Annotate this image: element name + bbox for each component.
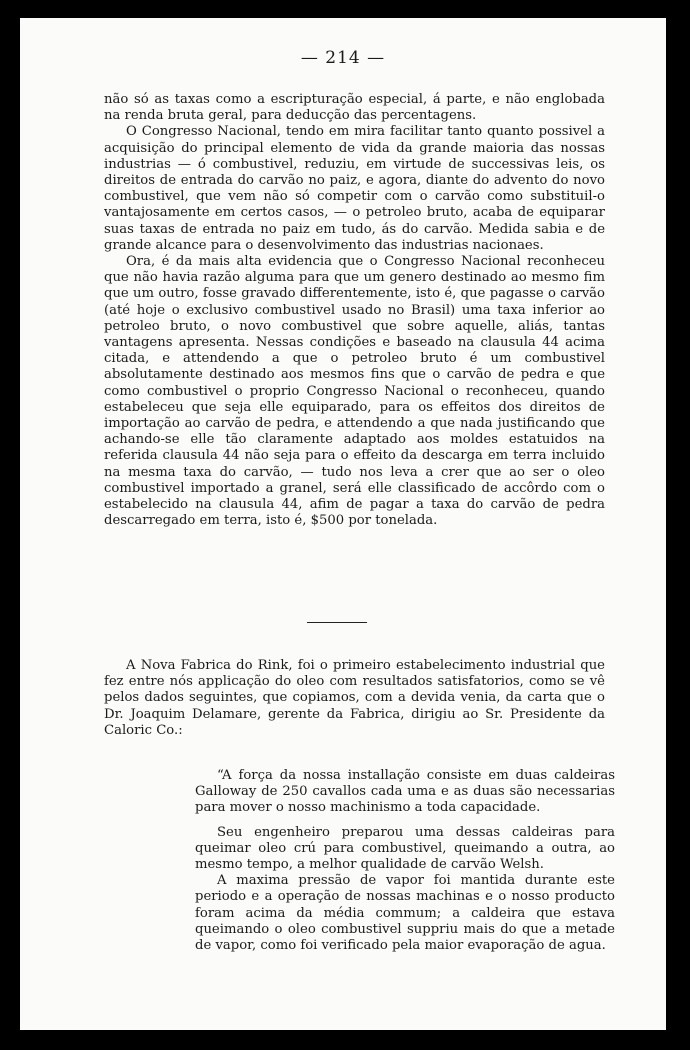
intro-paragraph: A Nova Fabrica do Rink, foi o primeiro estabelecimento industrial que fez entre nós applicação do oleo com resultados satisfatorios, como se vê pelos dados seguintes, que copiamos, com a devida venia, da carta que o Dr. Joaquim Delamare, gerente da Fabrica, dirigiu ao Sr. Presidente da Caloric Co.: (104, 658, 605, 738)
page-number: — 214 — (300, 48, 386, 68)
document-page (20, 18, 666, 1030)
quoted-letter (195, 768, 615, 962)
paragraph-2: O Congresso Nacional, tendo em mira facilitar tanto quanto possivel a acquisição do principal elemento de vida da grande maioria das nossas industrias — ó combustivel, reduziu, em virtude de successivas leis, os direitos de entrada do carvão no paiz, e agora, diante do advento do novo combustivel, que vem não só competir com o carvão como substituil-o vantajosamente em certos casos, — o petroleo bruto, acaba de equiparar suas taxas de entrada no paiz em tudo, ás do carvão. Medida sabia e de grande alcance para o desenvolvimento das industrias nacionaes. (104, 124, 605, 253)
quote-paragraph-1: “A força da nossa installação consiste em duas caldeiras Galloway de 250 cavallos cada uma e as duas são necessarias para mover o nosso machinismo a toda capacidade. (195, 768, 615, 816)
paragraph-1: não só as taxas como a escripturação especial, á parte, e não englobada na renda bruta geral, para deducção das percentagens. (104, 92, 605, 124)
paragraph-3: Ora, é da mais alta evidencia que o Congresso Nacional reconheceu que não havia razão alguma para que um genero destinado ao mesmo fim que um outro, fosse gravado differentemente, isto é, que pagasse o carvão (até hoje o exclusivo combustivel usado no Brasil) uma taxa inferior ao petroleo bruto, o novo combustivel que sobre aquelle, aliás, tantas vantagens apresenta. Nessas condições e baseado na clausula 44 acima citada, e attendendo a que o petroleo bruto é um combustivel absolutamente destinado aos mesmos fins que o carvão de pedra e que como combustivel o proprio Congresso Nacional o reconheceu, quando estabeleceu que seja elle equiparado, para os effeitos dos direitos de importação ao carvão de pedra, e attendendo a que nada justificando que achando-se elle tão claramente adaptado aos moldes estatuidos na referida clausula 44 não seja para o effeito da descarga em terra incluido na mesma taxa do carvão, — tudo nos leva a crer que ao ser o oleo combustivel importado a granel, será elle classificado de accôrdo com o estabelecido na clausula 44, afim de pagar a taxa do carvão de pedra descarregado em terra, isto é, $500 por tonelada. (104, 254, 605, 529)
quote-paragraph-2: Seu engenheiro preparou uma dessas caldeiras para queimar oleo crú para combustivel, queimando a outra, ao mesmo tempo, a melhor qualidade de carvão Welsh. (195, 824, 615, 873)
section-1 (104, 92, 605, 529)
quote-paragraph-3: A maxima pressão de vapor foi mantida durante este periodo e a operação de nossas machinas e o nosso producto foram acima da média commum; a caldeira que estava queimando o oleo combustivel suppriu mais do que a metade de vapor, como foi verificado pela maior evaporação de agua. (195, 873, 615, 954)
section-2 (104, 658, 605, 739)
section-divider (307, 622, 367, 623)
